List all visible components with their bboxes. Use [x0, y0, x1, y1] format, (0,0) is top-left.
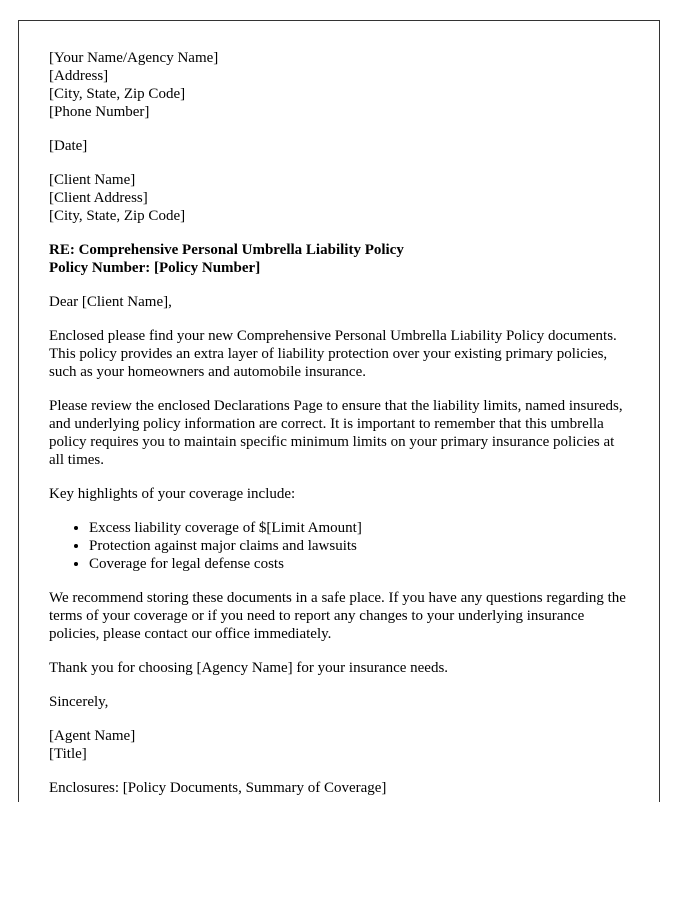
- recipient-city-state-zip: [City, State, Zip Code]: [49, 208, 186, 224]
- paragraph-review: Please review the enclosed Declarations Page to ensure that the liability limits, named insureds, and underlying policy information are correct. It is important to remember that this umbrella policy requires you to maintain specific minimum limits on your primary insurance policies at all times.: [49, 398, 623, 468]
- closing: Sincerely,: [49, 694, 109, 710]
- subject-re-line: RE: Comprehensive Personal Umbrella Liability Policy: [49, 242, 404, 258]
- sender-city-state-zip: [City, State, Zip Code]: [49, 86, 186, 102]
- paragraph-intro: Enclosed please find your new Comprehensive Personal Umbrella Liability Policy documents. This policy provides an extra layer of liability protection over your existing primary policies, such as your homeowners and automobile insurance.: [49, 328, 617, 380]
- list-item: • Excess liability coverage of $[Limit Amount]: [89, 519, 629, 537]
- recipient-address: [Client Address]: [49, 190, 148, 206]
- paragraph-highlights-intro: Key highlights of your coverage include:: [49, 486, 296, 502]
- signature-block: [49, 727, 629, 763]
- sender-name: [Your Name/Agency Name]: [49, 50, 219, 66]
- agent-name: [Agent Name]: [49, 728, 136, 744]
- enclosures-line: Enclosures: [Policy Documents, Summary of Coverage]: [49, 780, 387, 796]
- subject-block: [49, 241, 629, 277]
- paragraph-storage: We recommend storing these documents in a safe place. If you have any questions regarding the terms of your coverage or if you need to report any changes to your underlying insurance policies, please contact our office immediately.: [49, 590, 626, 642]
- letter-page: [18, 20, 660, 802]
- recipient-block: [49, 171, 629, 225]
- subject-policy-number: Policy Number: [Policy Number]: [49, 260, 261, 276]
- sender-block: [49, 49, 629, 121]
- letter-date: [Date]: [49, 138, 88, 154]
- sender-phone: [Phone Number]: [49, 104, 150, 120]
- agent-title: [Title]: [49, 746, 87, 762]
- list-item: • Protection against major claims and lawsuits: [89, 537, 629, 555]
- paragraph-thanks: Thank you for choosing [Agency Name] for your insurance needs.: [49, 660, 449, 676]
- recipient-name: [Client Name]: [49, 172, 136, 188]
- list-item: • Coverage for legal defense costs: [89, 555, 629, 573]
- salutation: Dear [Client Name],: [49, 294, 172, 310]
- date-block: [49, 137, 629, 155]
- sender-address: [Address]: [49, 68, 109, 84]
- highlights-list: [49, 519, 629, 573]
